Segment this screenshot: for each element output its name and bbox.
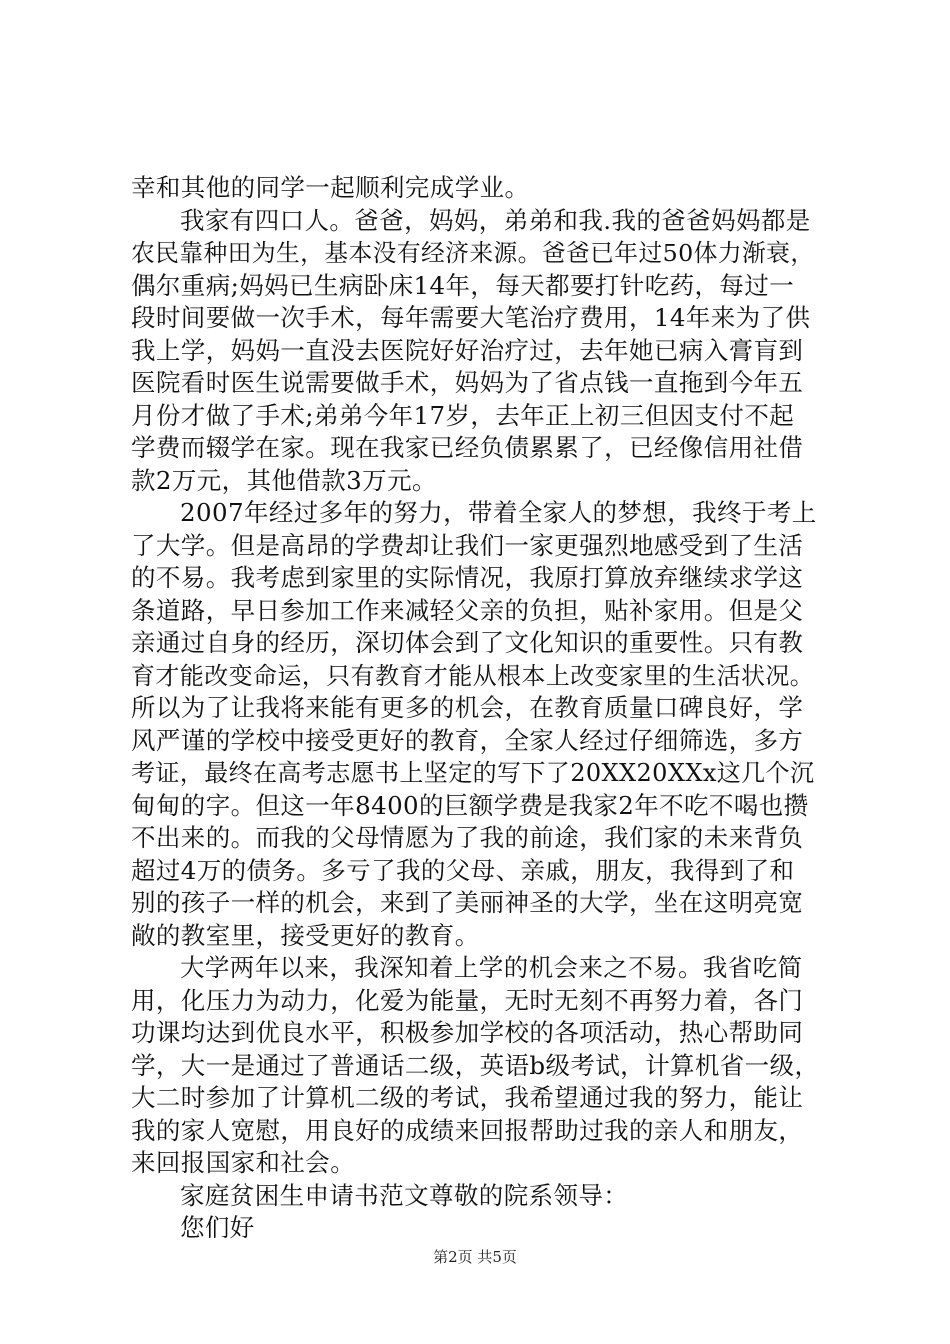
text-line: 款2万元，其他借款3万元。 (131, 465, 437, 495)
text-line: 我家有四口人。爸爸，妈妈，弟弟和我.我的爸爸妈妈都是 (180, 205, 811, 235)
text-line: 条道路，早日参加工作来减轻父亲的负担，贴补家用。但是父 (131, 595, 804, 625)
text-line: 医院看时医生说需要做手术，妈妈为了省点钱一直拖到今年五 (131, 368, 804, 397)
text-line: 功课均达到优良水平，积极参加学校的各项活动，热心帮助同 (131, 1018, 804, 1047)
text-line: 考证，最终在高考志愿书上坚定的写下了20XX20XXx这几个沉 (131, 759, 815, 787)
text-line: 育才能改变命运，只有教育才能从根本上改变家里的生活状况。 (131, 661, 815, 690)
text-line: 我的家人宽慰，用良好的成绩来回报帮助过我的亲人和朋友， (131, 1115, 804, 1145)
text-line: 学，大一是通过了普通话二级，英语b级考试，计算机省一级， (131, 1050, 820, 1080)
text-line: 大学两年以来，我深知着上学的机会来之不易。我省吃简 (180, 953, 803, 982)
text-line: 幸和其他的同学一起顺利完成学业。 (131, 173, 530, 202)
text-line: 农民靠种田为生，基本没有经济来源。爸爸已年过50体力渐衰， (131, 239, 815, 267)
text-line: 段时间要做一次手术，每年需要大笔治疗费用，14年来为了供 (131, 303, 811, 332)
text-line: 甸甸的字。但这一年8400的巨额学费是我家2年不吃不喝也攒 (131, 790, 809, 820)
document-body (131, 172, 821, 1245)
text-line: 大二时参加了计算机二级的考试，我希望通过我的努力，能让 (131, 1083, 804, 1112)
text-line: 了大学。但是高昂的学费却让我们一家更强烈地感受到了生活 (131, 530, 804, 560)
text-line: 学费而辍学在家。现在我家已经负债累累了，已经像信用社借 (131, 433, 804, 462)
text-line: 月份才做了手术;弟弟今年17岁，去年正上初三但因支付不起 (131, 400, 795, 430)
page-footer: 第2页 共5页 (433, 1248, 517, 1266)
text-line: 偶尔重病;妈妈已生病卧床14年，每天都要打针吃药，每过一 (131, 270, 795, 300)
text-line: 不出来的。而我的父母情愿为了我的前途，我们家的未来背负 (131, 823, 804, 852)
text-line: 所以为了让我将来能有更多的机会，在教育质量口碑良好，学 (131, 693, 804, 722)
text-line: 亲通过自身的经历，深切体会到了文化知识的重要性。只有教 (131, 628, 804, 657)
text-line: 来回报国家和社会。 (131, 1148, 356, 1177)
text-line: 超过4万的债务。多亏了我的父母、亲戚，朋友，我得到了和 (131, 855, 795, 885)
text-line: 别的孩子一样的机会，来到了美丽神圣的大学，坐在这明亮宽 (131, 888, 804, 917)
text-line: 我上学，妈妈一直没去医院好好治疗过，去年她已病入膏肓到 (131, 335, 804, 365)
text-line: 风严谨的学校中接受更好的教育，全家人经过仔细筛选，多方 (131, 725, 804, 755)
text-line: 2007年经过多年的努力，带着全家人的梦想，我终于考上 (180, 498, 817, 527)
text-line: 用，化压力为动力，化爱为能量，无时无刻不再努力着，各门 (131, 985, 804, 1015)
text-line: 的不易。我考虑到家里的实际情况，我原打算放弃继续求学这 (131, 563, 804, 592)
text-line: 您们好 (180, 1213, 255, 1242)
text-line: 家庭贫困生申请书范文尊敬的院系领导： (180, 1180, 629, 1210)
text-line: 敞的教室里，接受更好的教育。 (131, 920, 480, 950)
